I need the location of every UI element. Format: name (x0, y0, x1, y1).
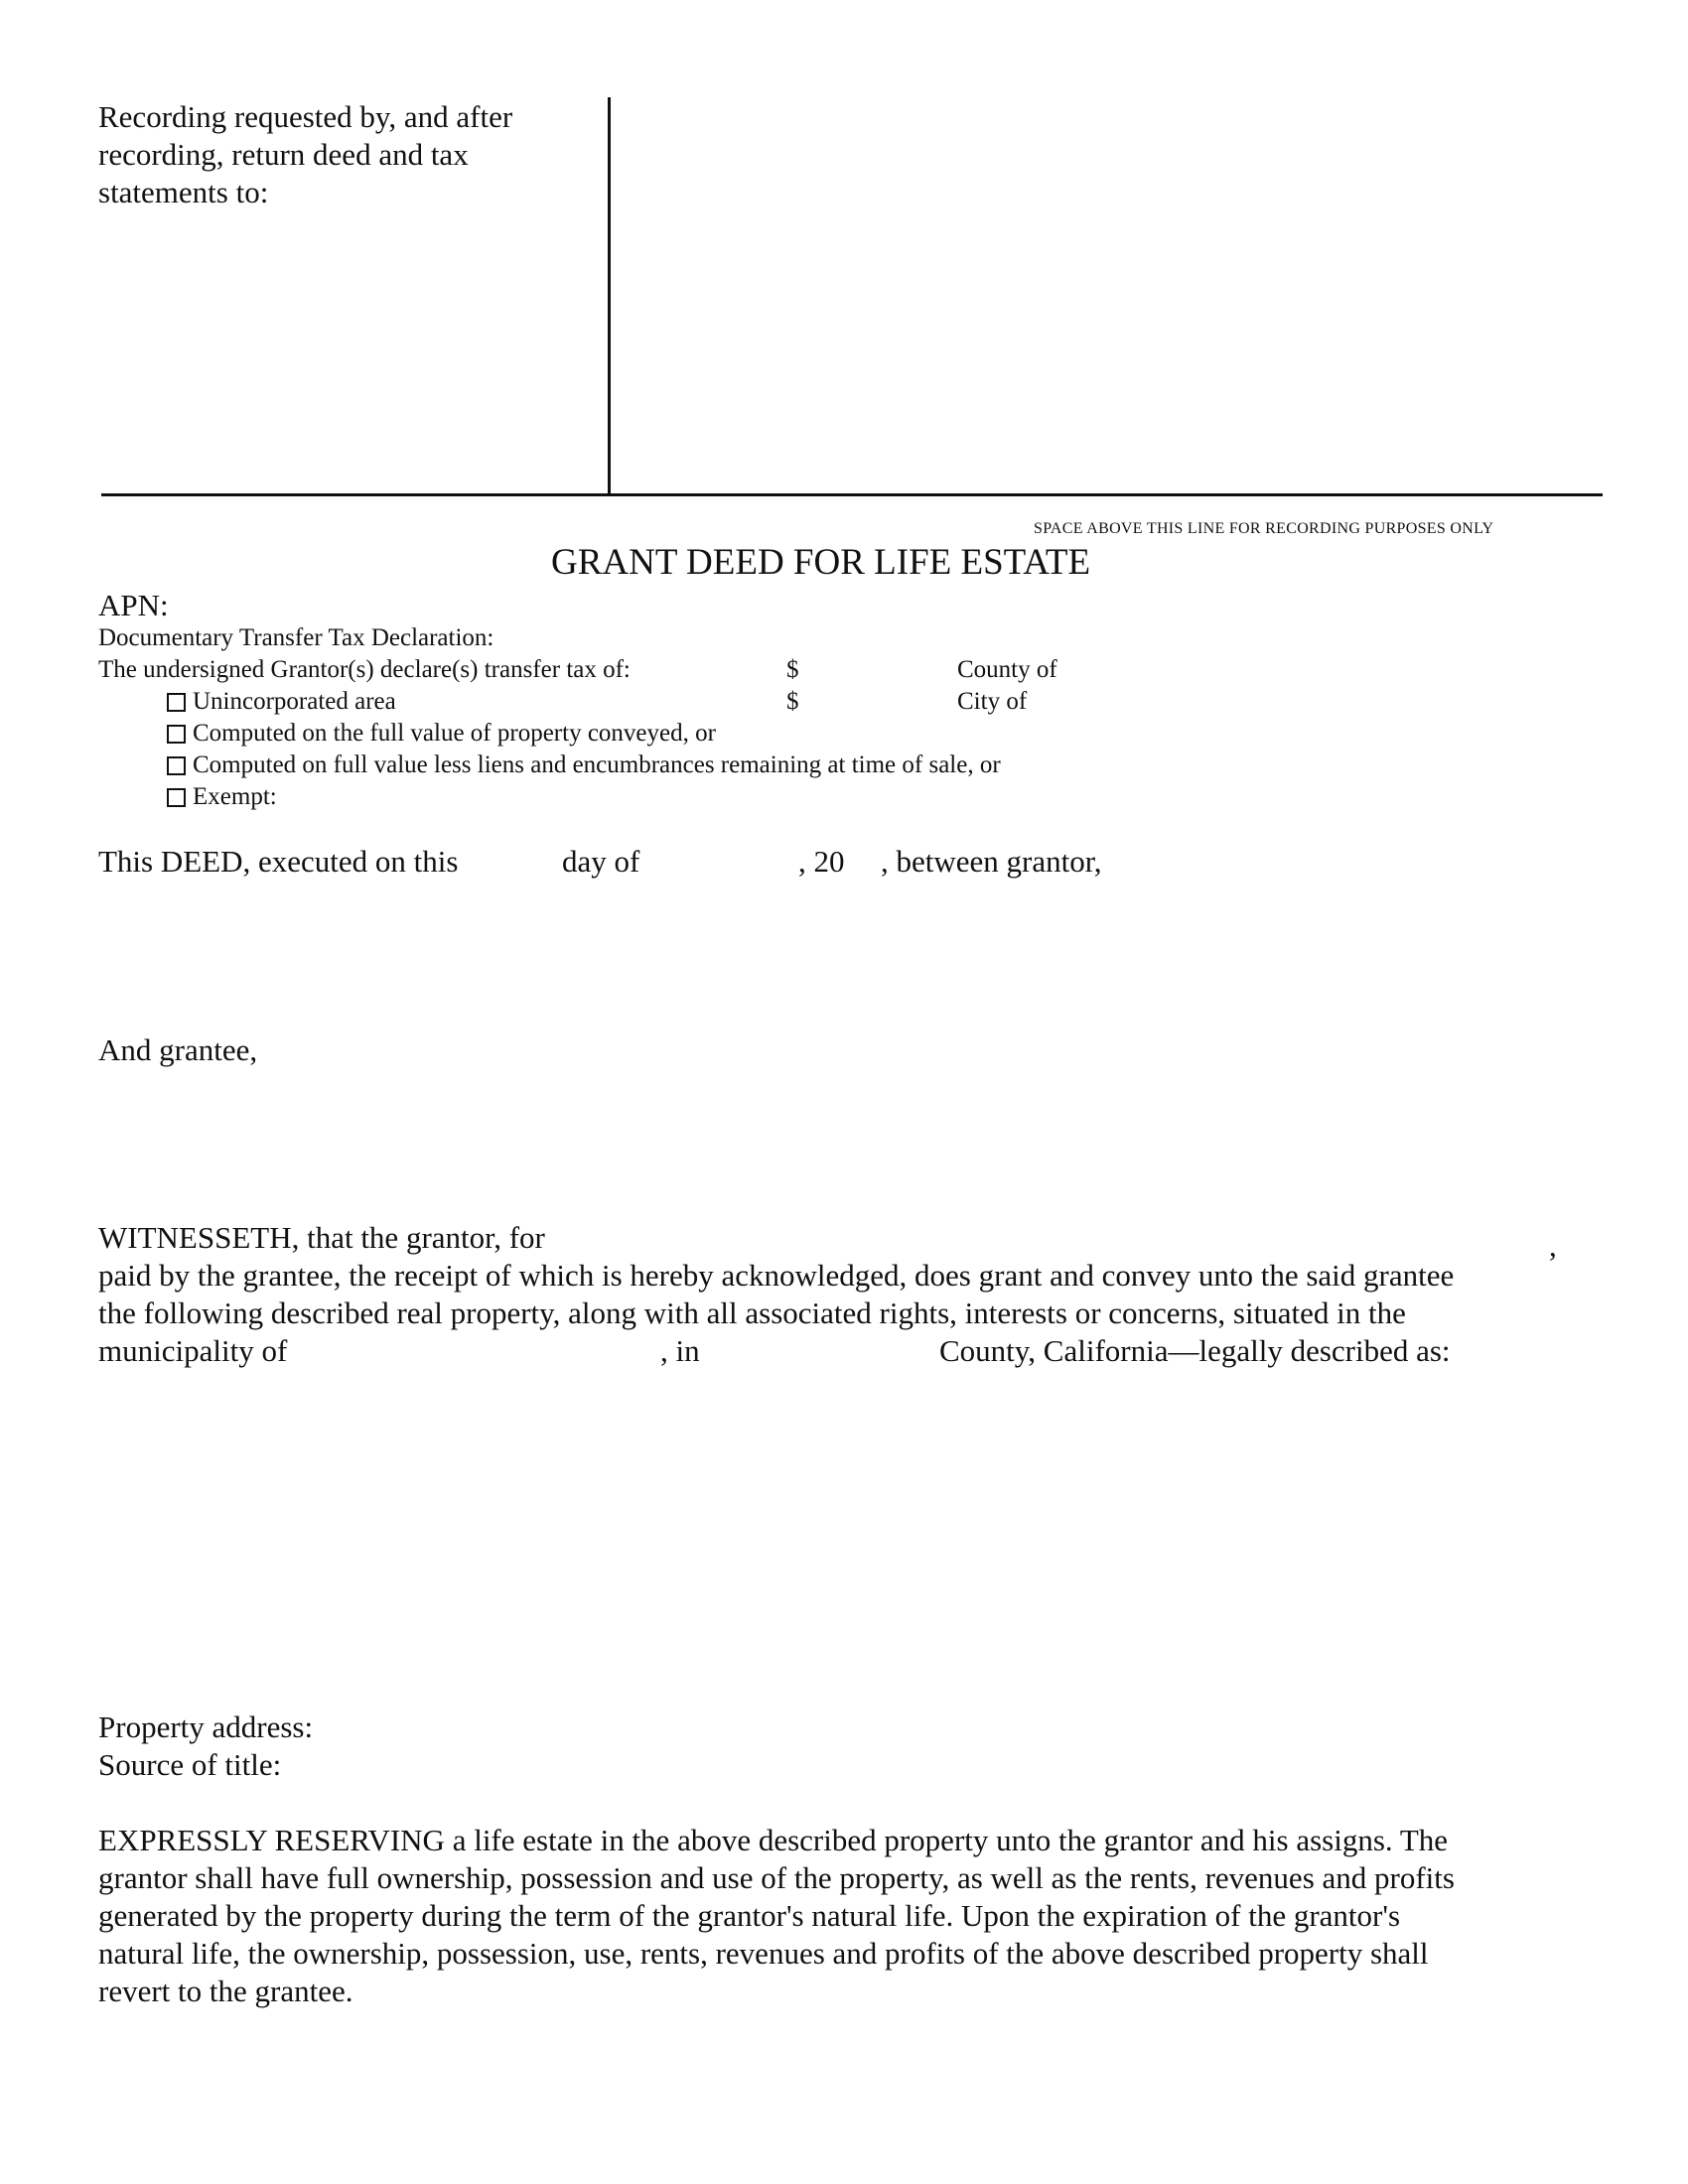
checkbox-unincorporated[interactable] (167, 693, 186, 712)
witness-county-california: County, California—legally described as: (939, 1333, 1451, 1368)
tax-dollar-county: $ (786, 656, 799, 683)
witness-line-2: paid by the grantee, the receipt of which is hereby acknowledged, does grant and convey unto the said grantee (98, 1258, 1455, 1293)
tax-declare-text: The undersigned Grantor(s) declare(s) transfer tax of: (98, 656, 631, 683)
deed-day-of-text: day of (562, 844, 640, 879)
reservation-line-4: natural life, the ownership, possession, use, rents, revenues and profits of the above described property shall (98, 1936, 1429, 1971)
page-title: GRANT DEED FOR LIFE ESTATE (551, 542, 1091, 583)
reservation-line-2: grantor shall have full ownership, possession and use of the property, as well as the rents, revenues and profits (98, 1860, 1455, 1895)
return-address-line-3: statements to: (98, 175, 269, 209)
reservation-paragraph (98, 1822, 1608, 2010)
apn-label: APN: (98, 588, 169, 622)
option-label: Computed on the full value of property conveyed, or (193, 720, 716, 747)
checkbox-exempt[interactable] (167, 788, 186, 807)
witness-in-label: , in (660, 1333, 700, 1368)
option-unincorporated-area[interactable] (167, 686, 396, 718)
checkbox-full-value[interactable] (167, 725, 186, 744)
recording-box-divider (608, 97, 611, 494)
grantee-label: And grantee, (98, 1032, 258, 1067)
return-address-line-1: Recording requested by, and after (98, 99, 513, 134)
return-address-heading (98, 98, 512, 211)
deed-executed-text: This DEED, executed on this (98, 844, 459, 879)
tax-dollar-city: $ (786, 688, 799, 715)
option-less-liens[interactable] (167, 750, 1001, 781)
option-label: Computed on full value less liens and encumbrances remaining at time of sale, or (193, 751, 1001, 778)
tax-declaration-heading: Documentary Transfer Tax Declaration: (98, 624, 494, 651)
witness-line-1: WITNESSETH, that the grantor, for (98, 1220, 545, 1255)
witness-comma: , (1549, 1228, 1557, 1263)
recording-note: SPACE ABOVE THIS LINE FOR RECORDING PURPOSES ONLY (1034, 520, 1494, 537)
source-of-title-label: Source of title: (98, 1747, 282, 1782)
city-of-label: City of (957, 688, 1028, 715)
witness-municipality-label: municipality of (98, 1333, 288, 1368)
option-exempt[interactable] (167, 781, 277, 813)
deed-between-grantor-text: , between grantor, (881, 844, 1102, 879)
county-of-label: County of (957, 656, 1057, 683)
return-address-line-2: recording, return deed and tax (98, 137, 469, 172)
deed-year-text: , 20 (798, 844, 845, 879)
option-full-value[interactable] (167, 718, 716, 750)
reservation-line-3: generated by the property during the term of the grantor's natural life. Upon the expiration of the grantor's (98, 1898, 1401, 1933)
option-label: Unincorporated area (193, 688, 396, 715)
checkbox-less-liens[interactable] (167, 756, 186, 775)
reservation-line-1: EXPRESSLY RESERVING a life estate in the above described property unto the grantor and his assigns. The (98, 1823, 1449, 1857)
reservation-line-5: revert to the grantee. (98, 1974, 353, 2008)
option-label: Exempt: (193, 783, 277, 810)
property-address-label: Property address: (98, 1709, 314, 1744)
recording-area-line (101, 493, 1603, 496)
witness-line-3: the following described real property, along with all associated rights, interests or concerns, situated in the (98, 1296, 1406, 1330)
